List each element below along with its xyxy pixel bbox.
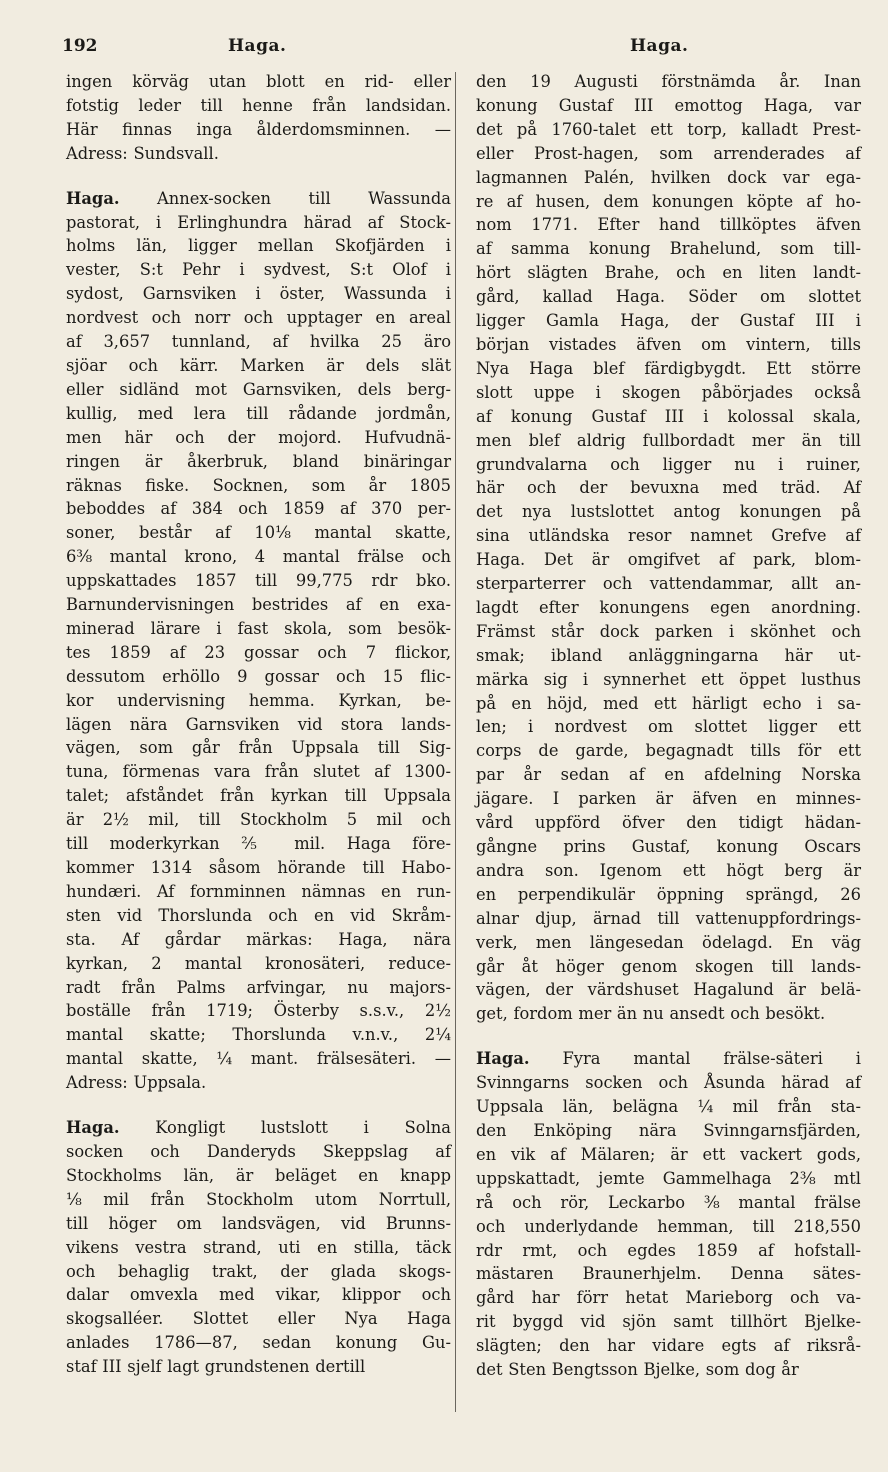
line-text: gård har förr hetat Marieborg och va-: [476, 1288, 861, 1308]
paragraph: [66, 1116, 451, 1379]
text-line: [476, 620, 861, 644]
line-text: Kongligt lustslott i Solna: [119, 1118, 451, 1138]
text-line: [66, 142, 451, 166]
line-text: kor undervisning hemma. Kyrkan, be-: [66, 690, 451, 710]
line-text: vägen, der värdshuset Hagalund är belä-: [476, 980, 861, 1000]
text-line: [476, 548, 861, 572]
text-line: [476, 1358, 861, 1382]
line-text: fotstig leder till henne från landsidan.: [66, 95, 451, 115]
line-text: corps de garde, begagnadt tills för ett: [476, 741, 861, 761]
text-line: [66, 1116, 451, 1140]
page-number: 192: [62, 36, 98, 56]
text-line: [66, 689, 451, 713]
line-text: len; i nordvest om slottet ligger ett: [476, 717, 861, 737]
line-text: går åt höger genom skogen till lands-: [476, 956, 861, 976]
line-text: märka sig i synnerhet ett öppet lusthus: [476, 669, 861, 689]
line-text: minerad lärare i fast skola, som besök-: [66, 618, 451, 638]
line-text: Annex-socken till Wassunda: [119, 188, 451, 208]
text-line: [66, 665, 451, 689]
line-text: staf III sjelf lagt grundstenen dertill: [66, 1357, 366, 1377]
text-line: [66, 258, 451, 282]
line-text: beboddes af 384 och 1859 af 370 per-: [66, 499, 451, 519]
line-text: rdr rmt, och egdes 1859 af hofstall-: [476, 1240, 861, 1260]
text-line: [476, 835, 861, 859]
line-text: talet; afståndet från kyrkan till Uppsala: [66, 786, 451, 806]
line-text: Fyra mantal frälse-säteri i: [529, 1049, 861, 1069]
text-line: [476, 907, 861, 931]
line-text: andra son. Igenom ett högt berg är: [476, 860, 861, 880]
text-line: [66, 1071, 451, 1095]
line-text: mantal skatte; Thorslunda v.n.v., 2¼: [66, 1025, 451, 1045]
text-line: [476, 859, 861, 883]
line-text: en vik af Mälaren; är ett vackert gods,: [476, 1144, 861, 1164]
text-line: [476, 453, 861, 477]
headword: Haga.: [66, 188, 120, 208]
paragraph: [66, 70, 451, 166]
line-text: det Sten Bengtsson Bjelke, som dog år: [476, 1360, 799, 1380]
text-line: [66, 784, 451, 808]
text-line: [476, 715, 861, 739]
line-text: ringen är åkerbruk, bland binäringar: [66, 451, 451, 471]
line-text: nordvest och norr och upptager en areal: [66, 308, 451, 328]
text-line: [476, 94, 861, 118]
line-text: eller sidländ mot Garnsviken, dels berg-: [66, 379, 451, 399]
line-text: ingen körväg utan blott en rid- eller: [66, 72, 451, 91]
paragraph: [66, 187, 451, 1095]
line-text: jägare. I parken är äfven en minnes-: [476, 789, 861, 809]
line-text: och behaglig trakt, der glada skogs-: [66, 1261, 451, 1281]
line-text: socken och Danderyds Skeppslag af: [66, 1141, 451, 1161]
line-text: af samma konung Brahelund, som till-: [476, 239, 861, 259]
headword: Haga.: [476, 1049, 530, 1069]
text-line: [476, 1334, 861, 1358]
text-line: [476, 787, 861, 811]
line-text: den 19 Augusti förstnämda år. Inan: [476, 72, 861, 91]
text-line: [476, 1143, 861, 1167]
text-line: [66, 880, 451, 904]
text-line: [476, 357, 861, 381]
headword: Haga.: [66, 1118, 120, 1138]
line-text: 6⅜ mantal krono, 4 mantal frälse och: [66, 547, 451, 567]
text-line: [476, 118, 861, 142]
line-text: mästaren Braunerhjelm. Denna sätes-: [476, 1264, 861, 1284]
text-line: [66, 497, 451, 521]
text-line: [66, 713, 451, 737]
text-line: [66, 474, 451, 498]
line-text: holms län, ligger mellan Skofjärden i: [66, 236, 451, 256]
text-line: [476, 1119, 861, 1143]
paragraph: [476, 70, 861, 1026]
text-line: [66, 545, 451, 569]
line-text: sydost, Garnsviken i öster, Wassunda i: [66, 284, 451, 304]
line-text: ⅛ mil från Stockholm utom Norrtull,: [66, 1189, 451, 1209]
line-text: dessutom erhöllo 9 gossar och 15 flic-: [66, 666, 451, 686]
line-text: tes 1859 af 23 gossar och 7 flickor,: [66, 642, 451, 662]
text-line: [476, 1215, 861, 1239]
text-line: [476, 1167, 861, 1191]
text-line: [476, 381, 861, 405]
text-line: [66, 70, 451, 94]
text-line: [476, 1286, 861, 1310]
text-line: [66, 976, 451, 1000]
line-text: Nya Haga blef färdigbygdt. Ett större: [476, 358, 861, 378]
line-text: Svinngarns socken och Åsunda härad af: [476, 1073, 861, 1093]
line-text: sta. Af gårdar märkas: Haga, nära: [66, 929, 451, 949]
page-header: [0, 36, 888, 66]
line-text: en perpendikulär öppning sprängd, 26: [476, 884, 861, 904]
line-text: nom 1771. Efter hand tillköptes äfven: [476, 215, 861, 235]
text-line: [476, 1239, 861, 1263]
text-line: [476, 500, 861, 524]
text-line: [476, 572, 861, 596]
text-line: [66, 1164, 451, 1188]
text-line: [476, 429, 861, 453]
text-line: [476, 1262, 861, 1286]
line-text: och underlydande hemman, till 218,550: [476, 1216, 861, 1236]
line-text: slott uppe i skogen påbörjades också: [476, 382, 861, 402]
line-text: sina utländska resor namnet Grefve af: [476, 526, 861, 546]
line-text: till moderkyrkan ⅖ mil. Haga före-: [66, 834, 451, 854]
line-text: uppskattades 1857 till 99,775 rdr bko.: [66, 571, 451, 591]
text-line: [476, 261, 861, 285]
text-line: [476, 978, 861, 1002]
line-text: tuna, förmenas vara från slutet af 1300-: [66, 762, 451, 782]
line-text: re af husen, dem konungen köpte af ho-: [476, 191, 861, 211]
line-text: Här finnas inga ålderdomsminnen. —: [66, 119, 451, 139]
line-text: Adress: Sundsvall.: [66, 143, 219, 163]
line-text: Adress: Uppsala.: [66, 1073, 207, 1093]
line-text: sjöar och kärr. Marken är dels slät: [66, 355, 451, 375]
line-text: här och der bevuxna med träd. Af: [476, 478, 861, 498]
line-text: skogsalléer. Slottet eller Nya Haga: [66, 1309, 451, 1329]
text-line: [476, 333, 861, 357]
text-line: [66, 282, 451, 306]
line-text: vägen, som går från Uppsala till Sig-: [66, 738, 451, 758]
text-line: [66, 1331, 451, 1355]
line-text: mantal skatte, ¼ mant. frälsesäteri. —: [66, 1049, 451, 1069]
line-text: alnar djup, ärnad till vattenuppfordrings-: [476, 908, 861, 928]
text-line: [66, 306, 451, 330]
line-text: dalar omvexla med vikar, klippor och: [66, 1285, 451, 1305]
text-line: [476, 739, 861, 763]
line-text: lägen nära Garnsviken vid stora lands-: [66, 714, 451, 734]
text-line: [476, 309, 861, 333]
text-line: [66, 1236, 451, 1260]
line-text: vård uppförd öfver den tidigt hädan-: [476, 813, 861, 833]
text-line: [476, 142, 861, 166]
line-text: konung Gustaf III emottog Haga, var: [476, 95, 861, 115]
text-line: [66, 94, 451, 118]
text-line: [66, 211, 451, 235]
line-text: rit byggd vid sjön samt tillhört Bjelke-: [476, 1312, 861, 1332]
line-text: Haga. Det är omgifvet af park, blom-: [476, 550, 861, 570]
line-text: räknas fiske. Socknen, som år 1805: [66, 475, 451, 495]
line-text: kommer 1314 såsom hörande till Habo-: [66, 858, 451, 877]
line-text: men blef aldrig fullbordadt mer än till: [476, 430, 861, 450]
line-text: på en höjd, med ett härligt echo i sa-: [476, 693, 861, 713]
text-line: [66, 1047, 451, 1071]
text-line: [476, 476, 861, 500]
text-line: [476, 931, 861, 955]
line-text: radt från Palms arfvingar, nu majors-: [66, 977, 451, 997]
text-line: [476, 668, 861, 692]
running-title-left: Haga.: [228, 36, 287, 56]
text-line: [66, 808, 451, 832]
line-text: början vistades äfven om vintern, tills: [476, 334, 861, 354]
text-line: [476, 1095, 861, 1119]
line-text: eller Prost-hagen, som arrenderades af: [476, 143, 861, 163]
text-line: [66, 1355, 451, 1379]
text-line: [66, 593, 451, 617]
text-line: [476, 190, 861, 214]
text-line: [66, 187, 451, 211]
text-line: [476, 1071, 861, 1095]
text-line: [476, 166, 861, 190]
right-column: [476, 70, 861, 1382]
text-line: [476, 70, 861, 94]
line-text: sten vid Thorslunda och en vid Skråm-: [66, 905, 451, 925]
line-text: uppskattadt, jemte Gammelhaga 2⅜ mtl: [476, 1168, 861, 1188]
line-text: vikens vestra strand, uti en stilla, täck: [66, 1237, 451, 1257]
line-text: kyrkan, 2 mantal kronosäteri, reduce-: [66, 953, 451, 973]
text-line: [476, 596, 861, 620]
line-text: rå och rör, Leckarbo ⅜ mantal frälse: [476, 1192, 861, 1212]
line-text: par år sedan af en afdelning Norska: [476, 765, 861, 785]
line-text: lagdt efter konungens egen anordning.: [476, 597, 861, 617]
text-line: [66, 426, 451, 450]
text-line: [476, 285, 861, 309]
text-line: [476, 763, 861, 787]
text-line: [66, 999, 451, 1023]
left-column: [66, 70, 451, 1379]
text-line: [66, 402, 451, 426]
text-line: [476, 213, 861, 237]
text-line: [476, 1310, 861, 1334]
text-line: [476, 405, 861, 429]
line-text: sterparterrer och vattendammar, allt an-: [476, 574, 861, 594]
line-text: hundæri. Af fornminnen nämnas en run-: [66, 881, 451, 901]
line-text: men här och der mojord. Hufvudnä-: [66, 427, 451, 447]
line-text: det nya lustslottet antog konungen på: [476, 502, 861, 522]
line-text: Uppsala län, belägna ¼ mil från sta-: [476, 1097, 861, 1117]
text-line: [66, 928, 451, 952]
line-text: Främst står dock parken i skönhet och: [476, 621, 861, 641]
text-line: [66, 736, 451, 760]
text-line: [66, 1212, 451, 1236]
text-line: [476, 644, 861, 668]
line-text: soner, består af 10⅛ mantal skatte,: [66, 523, 451, 543]
text-line: [66, 118, 451, 142]
line-text: lagmannen Palén, hvilken dock var ega-: [476, 167, 861, 187]
text-line: [66, 832, 451, 856]
line-text: den Enköping nära Svinngarnsfjärden,: [476, 1120, 861, 1140]
text-line: [66, 1188, 451, 1212]
text-line: [66, 521, 451, 545]
text-line: [476, 524, 861, 548]
line-text: anlades 1786—87, sedan konung Gu-: [66, 1333, 451, 1353]
text-line: [66, 641, 451, 665]
line-text: kullig, med lera till rådande jordmån,: [66, 403, 451, 423]
text-line: [476, 955, 861, 979]
line-text: af konung Gustaf III i kolossal skala,: [476, 406, 861, 426]
line-text: grundvalarna och ligger nu i ruiner,: [476, 454, 861, 474]
line-text: boställe från 1719; Österby s.s.v., 2½: [66, 1001, 451, 1021]
line-text: smak; ibland anläggningarna här ut-: [476, 645, 861, 665]
line-text: ligger Gamla Haga, der Gustaf III i: [476, 311, 861, 331]
text-line: [66, 1307, 451, 1331]
line-text: gård, kallad Haga. Söder om slottet: [476, 287, 861, 307]
line-text: gångne prins Gustaf, konung Oscars: [476, 837, 861, 856]
text-line: [66, 378, 451, 402]
text-line: [66, 617, 451, 641]
line-text: pastorat, i Erlinghundra härad af Stock-: [66, 212, 451, 232]
line-text: hört slägten Brahe, och en liten landt-: [476, 263, 861, 283]
running-title-right: Haga.: [630, 36, 689, 56]
line-text: get, fordom mer än nu ansedt och besökt.: [476, 1004, 826, 1024]
text-line: [476, 237, 861, 261]
text-line: [476, 883, 861, 907]
line-text: af 3,657 tunnland, af hvilka 25 äro: [66, 332, 451, 352]
text-line: [66, 1283, 451, 1307]
line-text: verk, men längesedan ödelagd. En väg: [476, 932, 861, 952]
column-divider: [455, 72, 456, 1412]
text-line: [66, 952, 451, 976]
paragraph: [476, 1047, 861, 1382]
text-line: [66, 1260, 451, 1284]
text-line: [476, 692, 861, 716]
text-line: [66, 234, 451, 258]
line-text: Stockholms län, är beläget en knapp: [66, 1165, 451, 1185]
line-text: vester, S:t Pehr i sydvest, S:t Olof i: [66, 260, 451, 280]
text-line: [476, 1047, 861, 1071]
text-line: [66, 330, 451, 354]
text-line: [476, 1191, 861, 1215]
text-line: [66, 1023, 451, 1047]
text-line: [66, 354, 451, 378]
line-text: det på 1760-talet ett torp, kalladt Prest-: [476, 119, 861, 139]
text-line: [66, 760, 451, 784]
line-text: är 2½ mil, till Stockholm 5 mil och: [66, 810, 451, 830]
line-text: slägten; den har vidare egts af riksrå-: [476, 1336, 861, 1356]
text-line: [476, 811, 861, 835]
text-line: [66, 904, 451, 928]
line-text: till höger om landsvägen, vid Brunns-: [66, 1213, 451, 1233]
text-line: [66, 450, 451, 474]
text-line: [66, 1140, 451, 1164]
line-text: Barnundervisningen bestrides af en exa-: [66, 595, 451, 615]
text-line: [66, 856, 451, 880]
text-line: [476, 1002, 861, 1026]
text-line: [66, 569, 451, 593]
